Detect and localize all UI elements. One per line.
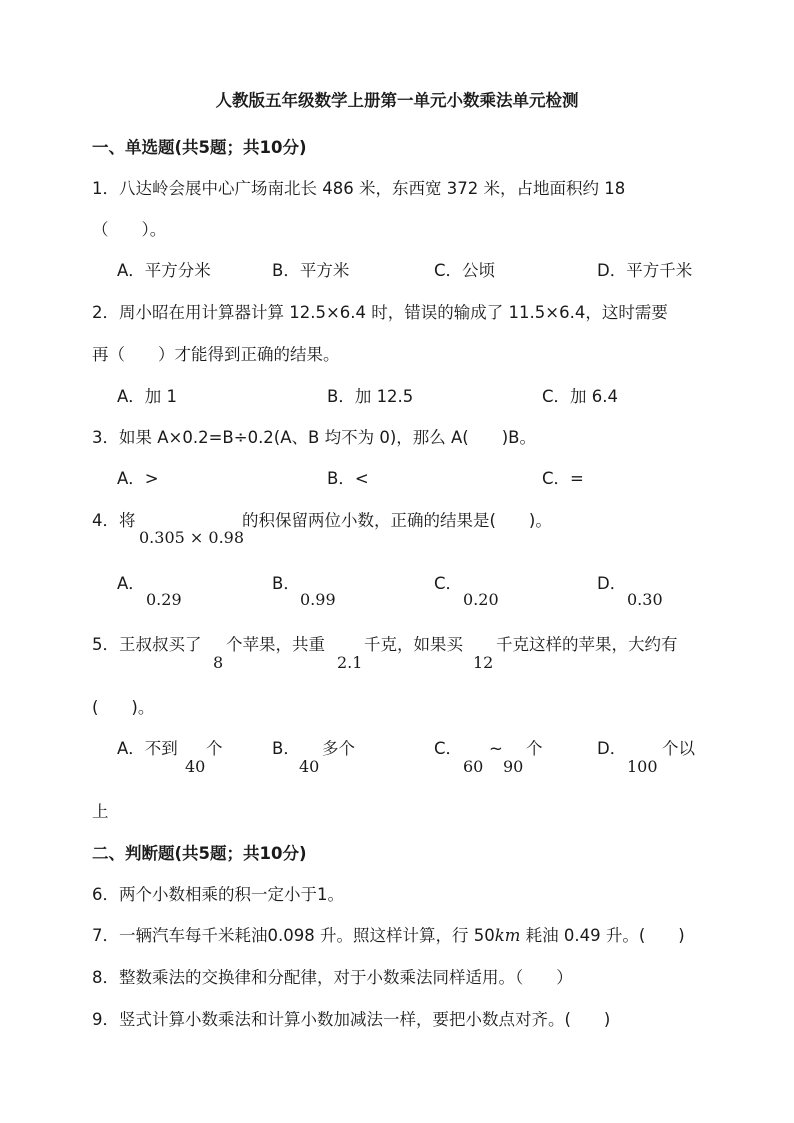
question-5-line-2: ( )。 bbox=[92, 698, 155, 717]
question-4-option-b-value: 0.99 bbox=[300, 590, 336, 609]
question-5-option-d-value: 100 bbox=[627, 757, 658, 776]
question-5-option-c-label: C． bbox=[434, 739, 463, 758]
question-7-unit: km bbox=[494, 926, 521, 945]
question-4-option-b-label: B． bbox=[272, 574, 300, 593]
question-1-option-c: C．公顷 bbox=[434, 261, 496, 280]
question-4-option-d-label: D． bbox=[597, 574, 627, 593]
question-2-option-a: A．加 1 bbox=[117, 387, 178, 406]
question-5-option-b-label: B． bbox=[272, 739, 300, 758]
question-9: 9．竖式计算小数乘法和计算小数加减法一样，要把小数点对齐。( ) bbox=[92, 1010, 611, 1029]
question-1-stem: 1．八达岭会展中心广场南北长 486 米，东西宽 372 米，占地面积约 18 bbox=[92, 179, 626, 198]
question-4-option-d-value: 0.30 bbox=[627, 590, 663, 609]
question-4-prefix: 4．将 bbox=[92, 511, 136, 530]
question-5-option-d-unit: 个以 bbox=[662, 739, 695, 758]
question-8: 8．整数乘法的交换律和分配律，对于小数乘法同样适用。（ ） bbox=[92, 968, 573, 987]
question-5-text-3: 千克，如果买 bbox=[364, 635, 463, 654]
question-5-option-d-label: D． bbox=[597, 739, 627, 758]
question-7-rest: 耗油 0.49 升。( ) bbox=[520, 926, 685, 945]
question-5-option-b-unit: 多个 bbox=[322, 739, 355, 758]
question-4-option-c-value: 0.20 bbox=[463, 590, 499, 609]
question-5-option-c-value-2: 90 bbox=[503, 757, 524, 776]
question-5-text-2: 个苹果，共重 bbox=[226, 635, 325, 654]
question-5-option-c-unit: 个 bbox=[526, 739, 543, 758]
question-5-option-a-label: A．不到 bbox=[117, 739, 178, 758]
question-5-number-kg: 12 bbox=[473, 653, 494, 672]
question-4-suffix: 的积保留两位小数，正确的结果是( )。 bbox=[242, 511, 552, 530]
question-1-blank: （ ）。 bbox=[92, 220, 167, 239]
question-1-option-a: A．平方分米 bbox=[117, 261, 211, 280]
question-1-option-d: D．平方千米 bbox=[597, 261, 693, 280]
question-5-option-a-value: 40 bbox=[185, 757, 206, 776]
question-3-option-a: A．> bbox=[117, 469, 159, 488]
question-4-option-c-label: C． bbox=[434, 574, 463, 593]
question-4-option-a-label: A． bbox=[117, 574, 145, 593]
question-1-option-b: B．平方米 bbox=[272, 261, 350, 280]
question-5-number-weight: 2.1 bbox=[337, 653, 363, 672]
question-4-formula: 0.305 × 0.98 bbox=[139, 528, 245, 547]
question-5-option-c-value-1: 60 bbox=[463, 757, 484, 776]
question-5-option-c-separator: ~ bbox=[489, 739, 503, 758]
question-5-wrap: 上 bbox=[92, 802, 109, 821]
question-5-number-apples: 8 bbox=[213, 653, 224, 672]
question-5-option-a-unit: 个 bbox=[206, 739, 223, 758]
question-5-text-4: 千克这样的苹果，大约有 bbox=[496, 635, 678, 654]
question-6: 6．两个小数相乘的积一定小于1。 bbox=[92, 885, 344, 904]
question-7 bbox=[92, 925, 685, 947]
question-3-option-c: C．= bbox=[542, 469, 584, 488]
question-5-option-b-value: 40 bbox=[299, 757, 320, 776]
question-5-text-1: 5．王叔叔买了 bbox=[92, 635, 202, 654]
question-2-line-1: 2．周小昭在用计算器计算 12.5×6.4 时，错误的输成了 11.5×6.4，这时需要 bbox=[92, 303, 668, 322]
question-7-text: 7．一辆汽车每千米耗油0.098 升。照这样计算，行 50 bbox=[92, 926, 495, 945]
question-2-option-c: C．加 6.4 bbox=[542, 387, 619, 406]
question-3-stem: 3．如果 A×0.2=B÷0.2(A、B 均不为 0)，那么 A( )B。 bbox=[92, 428, 537, 447]
page-title: 人教版五年级数学上册第一单元小数乘法单元检测 bbox=[215, 91, 579, 110]
question-3-option-b: B．< bbox=[327, 469, 369, 488]
section-heading-true-false: 二、判断题(共5题；共10分) bbox=[92, 844, 307, 863]
question-2-option-b: B．加 12.5 bbox=[327, 387, 414, 406]
section-heading-single-choice: 一、单选题(共5题；共10分) bbox=[92, 138, 307, 157]
question-2-line-2: 再（ ）才能得到正确的结果。 bbox=[92, 345, 340, 364]
question-4-option-a-value: 0.29 bbox=[146, 590, 182, 609]
